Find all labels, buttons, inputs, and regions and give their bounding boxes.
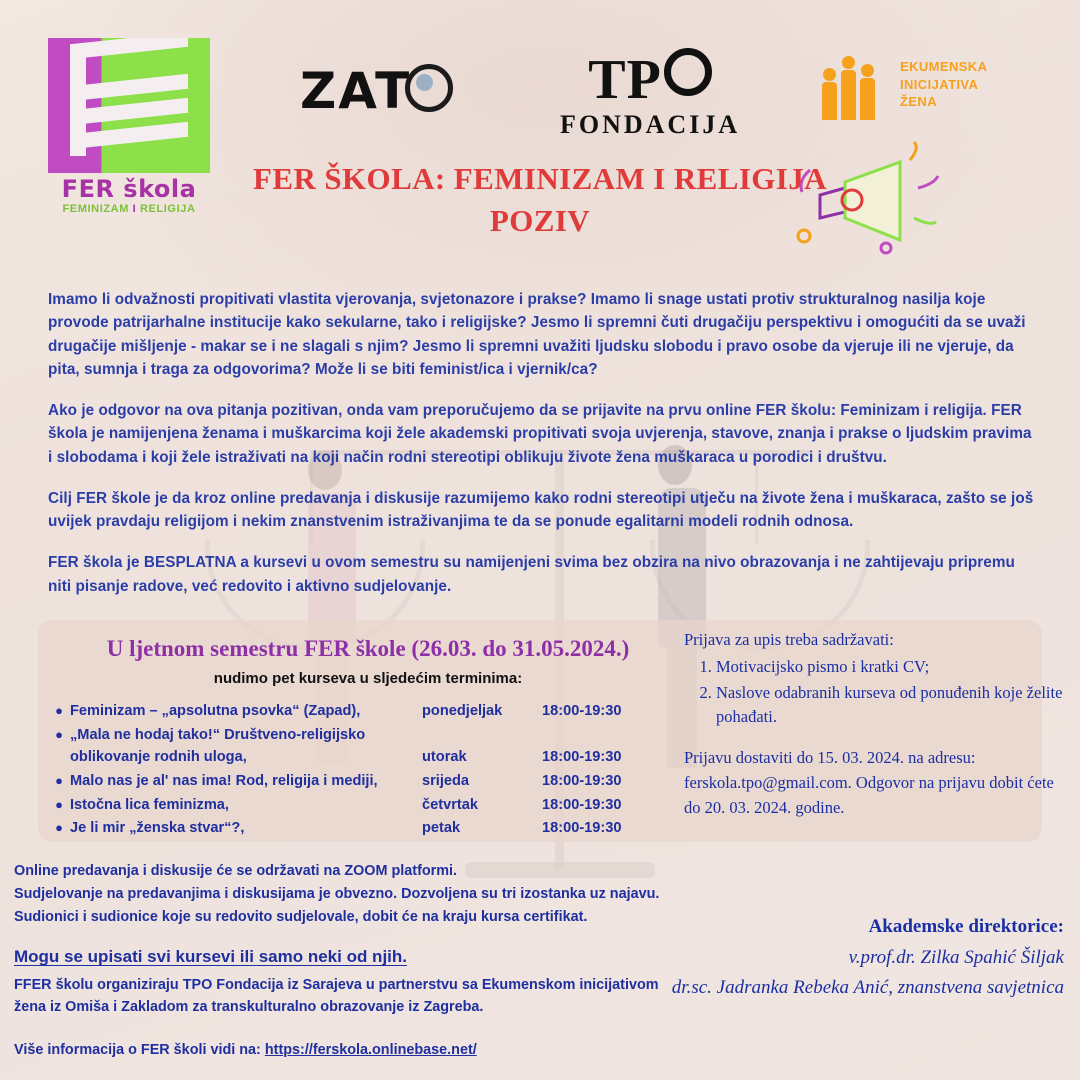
zato-logo-ring-icon bbox=[405, 64, 453, 112]
course-day: četvrtak bbox=[422, 796, 478, 813]
requirement-item: 1. Motivacijsko pismo i kratki CV; bbox=[716, 655, 1064, 680]
application-contact: Prijavu dostaviti do 15. 03. 2024. na adresu: ferskola.tpo@gmail.com. Odgovor na prijavu dobit ćete do 20. 03. 2024. godine. bbox=[684, 748, 1054, 817]
more-info-link[interactable]: https://ferskola.onlinebase.net/ bbox=[264, 1042, 477, 1058]
application-requirements bbox=[684, 655, 1064, 730]
course-time: 18:00-19:30 bbox=[542, 748, 622, 765]
application-heading: Prijava za upis treba sadržavati: bbox=[684, 630, 894, 649]
zato-logo bbox=[300, 62, 453, 120]
academic-directors bbox=[504, 912, 1064, 1002]
fer-tagline-right: RELIGIJA bbox=[139, 203, 196, 215]
director-name-2: dr.sc. Jadranka Rebeka Anić, znanstvena savjetnica bbox=[671, 976, 1064, 998]
course-time: 18:00-19:30 bbox=[542, 820, 622, 837]
more-info-label: Više informacija o FER školi vidi na: bbox=[14, 1042, 265, 1058]
fer-logo-mark bbox=[48, 38, 210, 173]
ekumenska-inicijativa-zena-logo bbox=[820, 58, 987, 120]
organizers-text: FFER školu organiziraju TPO Fondacija iz Sarajeva u partnerstvu sa Ekumenskom inicijativom žena iz Omiša i Zakladom za transkulturalno obrazovanje iz Zagreba. bbox=[14, 977, 659, 1015]
semester-title: U ljetnom semestru FER škole (26.03. do 31.05.2024.) bbox=[106, 636, 630, 661]
paragraph-2: Ako je odgovor na ova pitanja pozitivan, onda vam preporučujemo da se prijavite na prvu online FER školu: Feminizam i religija. FER škola je namijenjena ženama i muškarcima koji žele akademski propitivati svoja uvjerenja, stavove, znanja i prakse o ljudskim pravima i slobodama i koji žele istraživati na koji način rodni stereotipi oblikuju živote žena muškaraca u porodici i društvu. bbox=[48, 402, 1032, 466]
course-time: 18:00-19:30 bbox=[542, 772, 622, 789]
semester-subtitle: nudimo pet kurseva u sljedećim terminima: bbox=[213, 670, 523, 687]
course-day: srijeda bbox=[422, 772, 470, 789]
requirement-item: 2. Naslove odabranih kurseva od ponuđenih koje želite pohađati. bbox=[716, 681, 1064, 731]
application-info bbox=[684, 628, 1064, 820]
title-line-1: FER ŠKOLA: FEMINIZAM I RELIGIJA bbox=[253, 161, 827, 196]
eiz-line-2: INICIJATIVA bbox=[900, 76, 979, 92]
note-line-2: Sudjelovanje na predavanjima i diskusijama je obvezno. Dozvoljena su tri izostanka uz najavu. bbox=[14, 885, 660, 902]
eiz-logo-text bbox=[900, 58, 987, 111]
tpo-fondacija-logo bbox=[560, 48, 740, 140]
title-line-2: POZIV bbox=[489, 202, 591, 238]
note-line-1: Online predavanja i diskusije će se održavati na ZOOM platformi. bbox=[14, 863, 458, 879]
body-copy bbox=[48, 288, 1038, 616]
fer-tagline-left: FEMINIZAM bbox=[62, 203, 129, 215]
more-info bbox=[14, 1042, 477, 1058]
notes-highlight: Mogu se upisati svi kursevi ili samo neki od njih. bbox=[14, 947, 407, 967]
fer-tagline-mid: I bbox=[132, 203, 137, 215]
bullet-icon: ● bbox=[55, 772, 63, 788]
course-row bbox=[48, 818, 688, 840]
fer-logo-name: FER škola bbox=[61, 175, 197, 203]
bullet-icon: ● bbox=[55, 703, 63, 718]
course-name: Je li mir „ženska stvar“?, bbox=[70, 820, 245, 837]
bullet-icon: ● bbox=[55, 796, 63, 812]
course-day: ponedjeljak bbox=[422, 703, 503, 719]
course-day: utorak bbox=[422, 748, 467, 765]
page-title bbox=[0, 158, 1080, 242]
zato-logo-text: ZAT bbox=[300, 62, 412, 120]
tpo-logo-ring-icon bbox=[664, 48, 712, 96]
tpo-logo-text: TP bbox=[588, 49, 662, 111]
director-name-1: v.prof.dr. Zilka Spahić Šiljak bbox=[848, 947, 1064, 969]
course-name: Istočna lica feminizma, bbox=[70, 796, 229, 813]
eiz-line-1: EKUMENSKA bbox=[900, 59, 988, 74]
course-name: Feminizam – „apsolutna psovka“ (Zapad), bbox=[70, 703, 361, 719]
course-row bbox=[48, 725, 688, 769]
course-name: „Mala ne hodaj tako!“ Društveno-religijsko oblikovanje rodnih uloga, bbox=[70, 726, 366, 765]
course-row bbox=[48, 795, 688, 817]
course-name: Malo nas je al' nas ima! Rod, religija i mediji, bbox=[70, 772, 378, 789]
bullet-icon: ● bbox=[55, 726, 63, 742]
eiz-line-3: ŽENA bbox=[900, 94, 937, 110]
course-row bbox=[48, 771, 688, 793]
course-day: petak bbox=[422, 820, 461, 837]
paragraph-1: Imamo li odvažnosti propitivati vlastita vjerovanja, svjetonazore i prakse? Imamo li snage ustati protiv strukturalnog nasilja koje provode patrijarhalne institucije kako sekularne, tako i religijske? Jesmo li spremni čuti drugačiju perspektivu i omogućiti da se uvaži drugačije mišljenje - makar se i ne slagali s njim? Jesmo li spremni uvažiti ljudsku slobodu i pravo osobe da vjeruje ili ne vjeruje, da pita, sumnja i traga za odgovorima? Može li se biti feminist/ica i vjernik/ca? bbox=[48, 291, 1026, 378]
course-row bbox=[48, 701, 688, 723]
note-line-3: Sudionici i sudionice koje su redovito sudjelovale, dobit će na kraju kursa certifikat. bbox=[14, 908, 588, 925]
course-time: 18:00-19:30 bbox=[542, 703, 622, 719]
bullet-icon: ● bbox=[55, 820, 63, 836]
eiz-people-icon bbox=[820, 58, 890, 120]
course-schedule bbox=[48, 636, 688, 842]
course-time: 18:00-19:30 bbox=[542, 796, 622, 813]
tpo-logo-subtitle: FONDACIJA bbox=[560, 110, 741, 139]
directors-heading: Akademske direktorice: bbox=[868, 916, 1064, 937]
paragraph-3: Cilj FER škole je da kroz online predavanja i diskusije razumijemo kako rodni stereotipi utječu na živote žena i muškaraca, zašto se još uvijek pravdaju religijom i nekim znanstvenim istraživanjima te da se ponude egalitarni modeli rodnih odnosa. bbox=[48, 489, 1034, 530]
paragraph-4: FER škola je BESPLATNA a kursevi u ovom semestru su namijenjeni svima bez obzira na nivo obrazovanja i ne zahtijevaju pripremu niti pisanje radove, već redovito i aktivno sudjelovanje. bbox=[48, 554, 1015, 595]
